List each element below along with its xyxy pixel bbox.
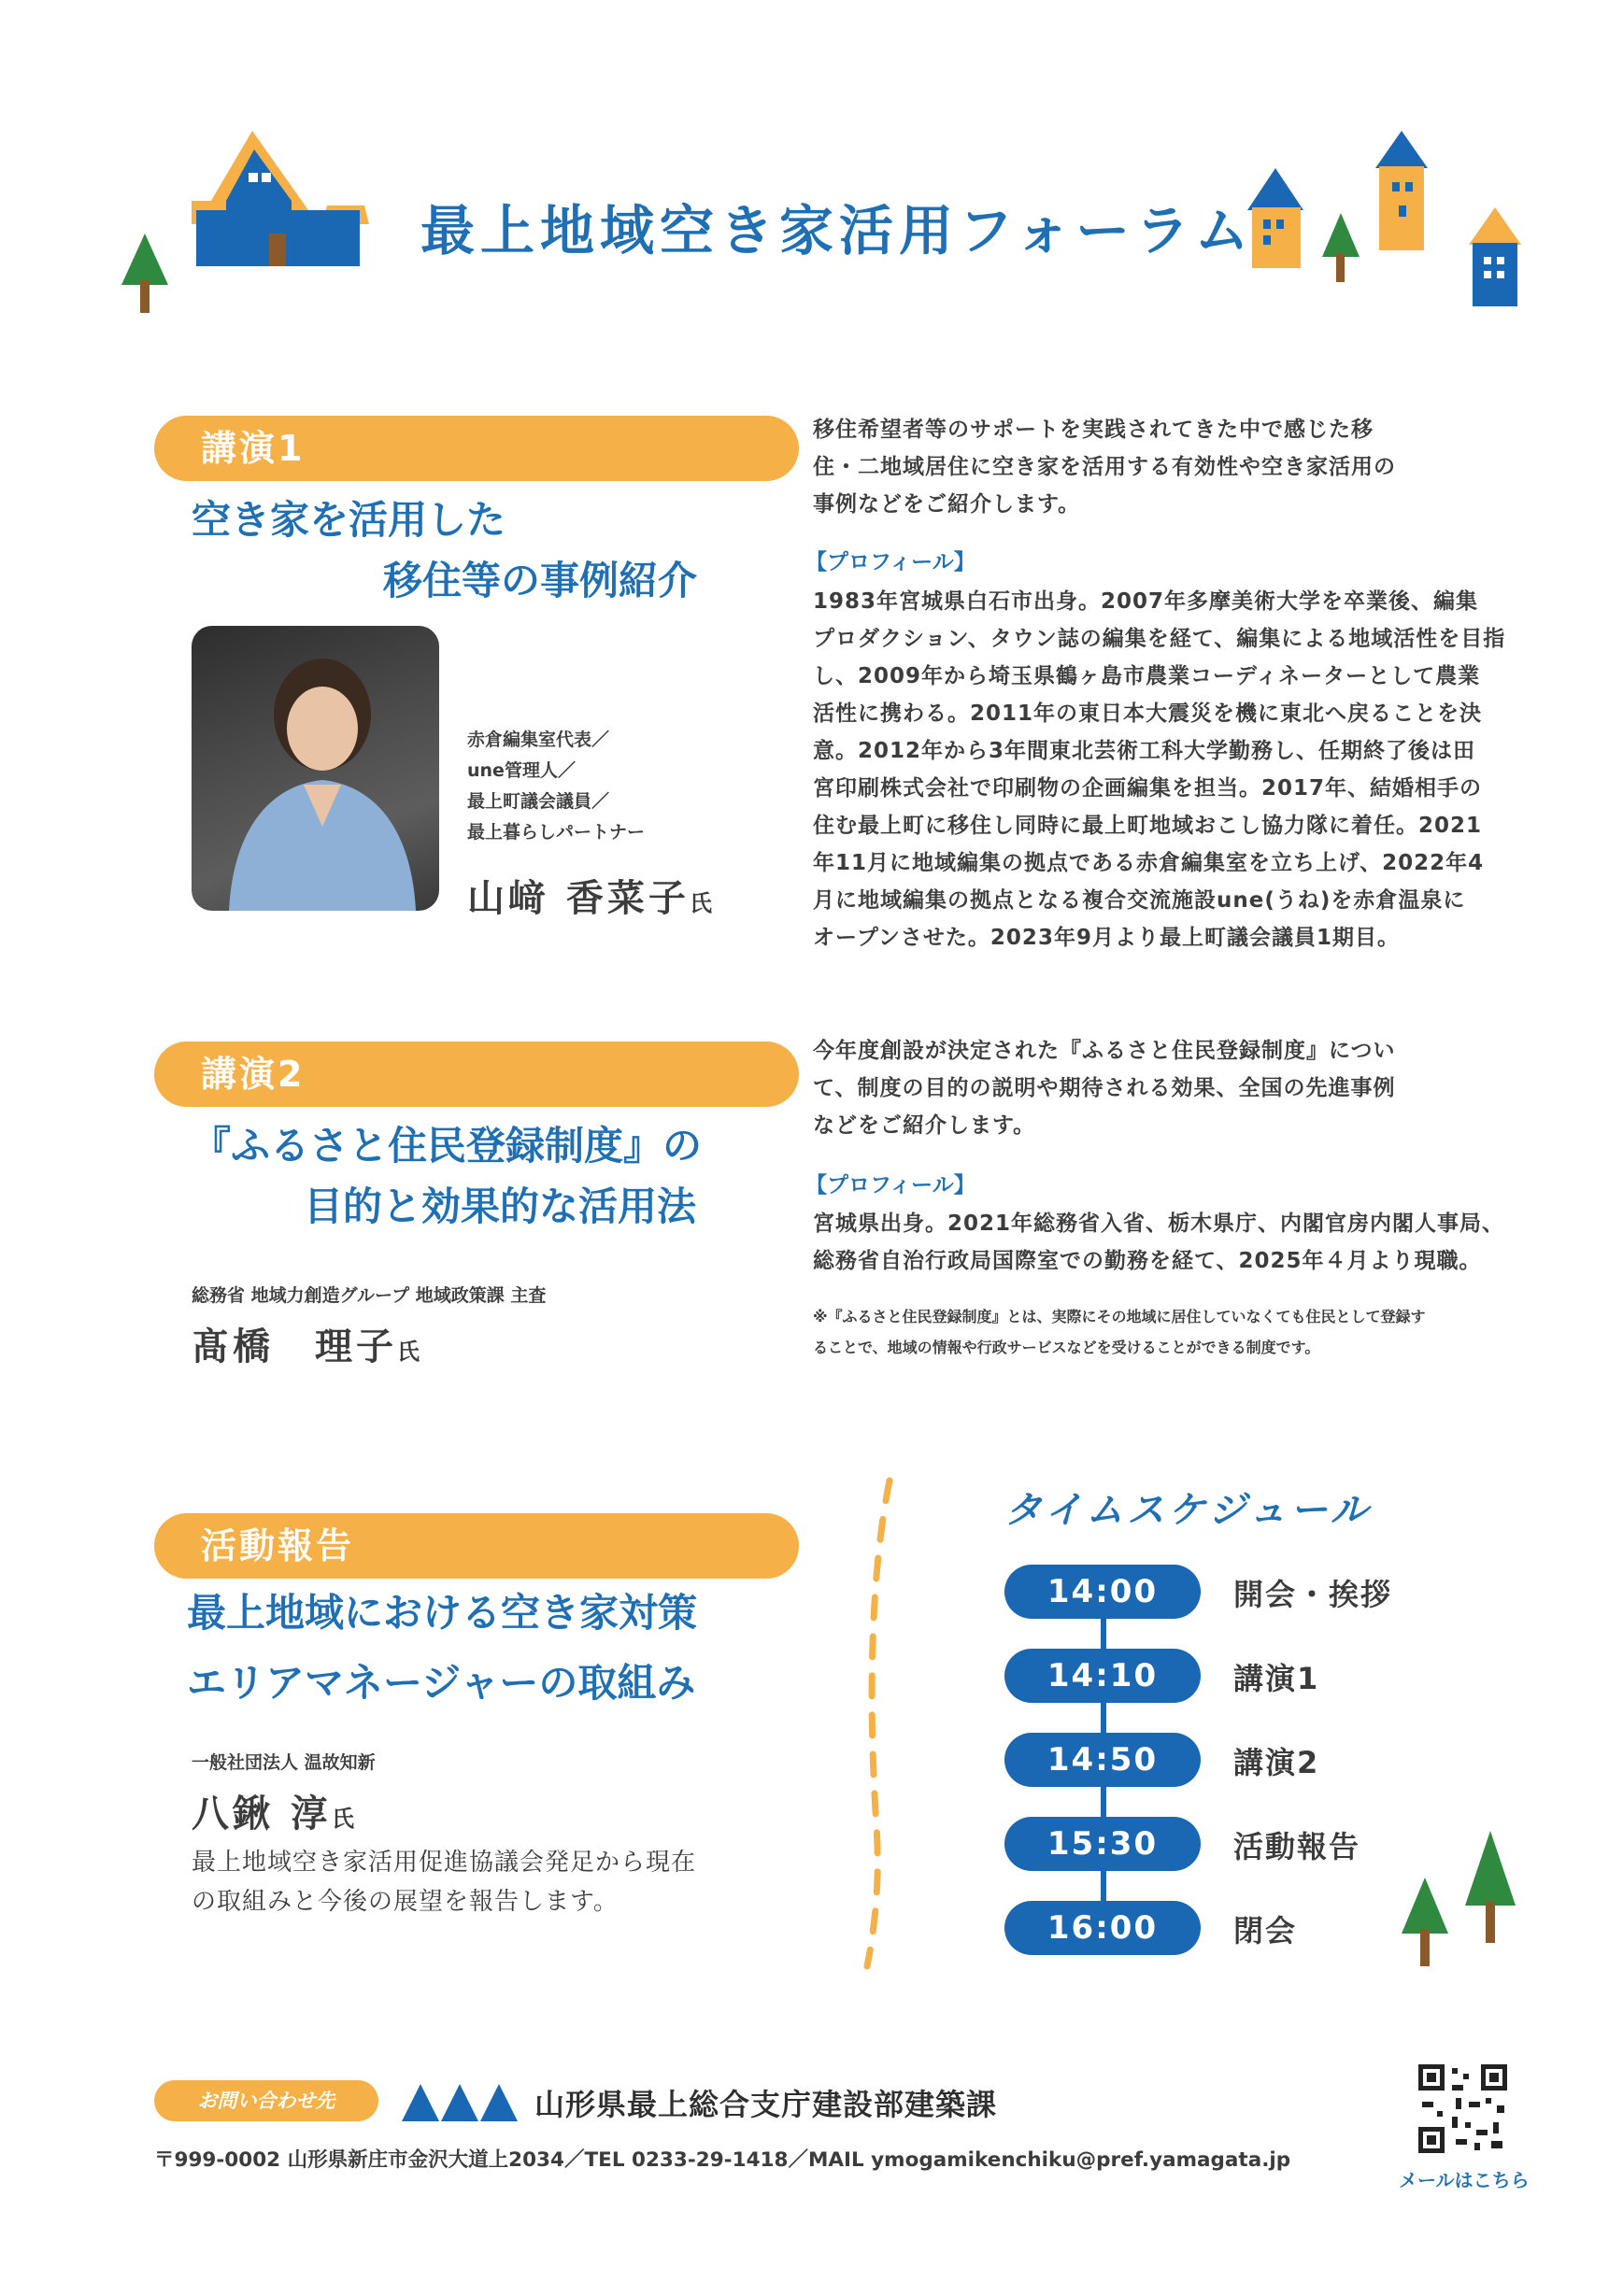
lecture1-title-line2: 移住等の事例紹介 [383,558,698,603]
lecture1-role-3: 最上町議会議員／ [467,791,610,812]
honorific: 氏 [331,1806,354,1832]
desc-line: 最上地域空き家活用促進協議会発足から現在 [192,1849,697,1877]
lecture1-title-line1: 空き家を活用した [192,497,506,543]
schedule-label: 活動報告 [1233,1829,1361,1864]
schedule-label: 講演2 [1233,1745,1320,1780]
note-line: ※『ふるさと住民登録制度』とは、実際にその地域に居住していなくても住民として登録す [813,1308,1426,1325]
speaker-name-text: 髙橋 理子 [192,1325,397,1368]
profile-line: し、2009年から埼玉県鶴ヶ島市農業コーディネーターとして農業 [813,664,1481,688]
honorific: 氏 [689,890,712,916]
contact-address: 〒999-0002 山形県新庄市金沢大道上2034／TEL 0233-29-1418／MAIL ymogamikenchiku@pref.yamagata.jp [154,2148,1291,2172]
intro-line: 移住希望者等のサポートを実践されてきた中で感じた移 [813,418,1374,442]
profile-line: プロダクション、タウン誌の編集を経て、編集による地域活性を目指 [813,627,1506,651]
note-line: ることで、地域の情報や行政サービスなどを受けることができる制度です。 [813,1339,1320,1356]
lecture2-profile [813,1205,1579,1280]
lecture2-intro [813,1032,1560,1144]
intro-line: 事例などをご紹介します。 [813,492,1081,517]
lecture2-profile-label: 【プロフィール】 [805,1173,975,1198]
house-icon [192,131,369,266]
lecture1-profile [813,583,1579,957]
intro-line: 今年度創設が決定された『ふるさと住民登録制度』につい [813,1039,1396,1063]
lecture2-note [813,1301,1579,1363]
report-pill: 活動報告 [154,1513,799,1579]
contact-badge: お問い合わせ先 [154,2080,378,2121]
lecture1-intro [813,411,1560,523]
profile-line: 月に地域編集の拠点となる複合交流施設une(うね)を赤倉温泉に [813,888,1466,913]
lecture2-speaker-name [192,1317,420,1370]
profile-line: 総務省自治行政局国際室での勤務を経て、2025年４月より現職。 [813,1249,1482,1273]
profile-line: 意。2012年から3年間東北芸術工科大学勤務し、任期終了後は田 [813,739,1476,763]
house-icon [1469,207,1521,306]
intro-line: 住・二地域居住に空き家を活用する有効性や空き家活用の [813,455,1396,479]
house-icon [1375,131,1428,250]
profile-line: 宮城県出身。2021年総務省入省、栃木県庁、内閣官房内閣人事局、 [813,1212,1505,1236]
schedule-label: 講演1 [1233,1661,1320,1696]
schedule-time: 15:30 [1004,1817,1201,1871]
honorific: 氏 [397,1339,420,1365]
profile-line: オープンさせた。2023年9月より最上町議会議員1期目。 [813,926,1400,950]
dashed-divider [841,1471,916,1976]
org-logo-icon [402,2080,519,2121]
report-title-line2: エリアマネージャーの取組み [187,1660,696,1706]
page-title: 最上地域空き家活用フォーラム [420,199,1255,262]
tree-icon [1402,1878,1448,1966]
lecture1-speaker-name [467,869,712,922]
speaker-photo [192,626,439,911]
tree-icon [1465,1831,1516,1943]
lecture1-role-4: 最上暮らしパートナー [467,822,646,843]
header-illustration [0,0,1623,336]
lecture2-title-line2: 目的と効果的な活用法 [304,1183,697,1229]
profile-line: 活性に携わる。2011年の東日本大震災を機に東北へ戻ることを決 [813,702,1483,726]
desc-line: の取組みと今後の展望を報告します。 [192,1888,619,1916]
house-icon [1247,168,1303,268]
schedule-time: 14:50 [1004,1733,1201,1787]
schedule-label: 閉会 [1233,1913,1298,1949]
qr-caption: メールはこちら [1399,2169,1530,2191]
lecture1-pill: 講演1 [154,416,799,481]
lecture1-role-2: une管理人／ [467,760,576,781]
schedule-title: タイムスケジュール [1004,1489,1372,1532]
speaker-name-text: 山﨑 香菜子 [467,877,690,920]
speaker-name-text: 八鍬 淳 [192,1793,332,1835]
lecture1-profile-label: 【プロフィール】 [805,550,975,574]
lecture1-role-1: 赤倉編集室代表／ [467,730,610,750]
lecture2-affiliation: 総務省 地域力創造グループ 地域政策課 主査 [192,1285,547,1306]
schedule-time: 16:00 [1004,1901,1201,1955]
lecture2-pill: 講演2 [154,1042,799,1107]
trees-illustration [1383,1821,1532,1990]
profile-line: 宮印刷株式会社で印刷物の企画編集を担当。2017年、結婚相手の [813,776,1483,801]
schedule-time: 14:10 [1004,1649,1201,1703]
tree-icon [121,234,168,313]
report-description [192,1843,771,1921]
profile-line: 1983年宮城県白石市出身。2007年多摩美術大学を卒業後、編集 [813,589,1479,614]
report-title-line1: 最上地域における空き家対策 [187,1590,698,1636]
schedule-label: 開会・挨拶 [1233,1577,1393,1612]
profile-line: 住む最上町に移住し同時に最上町地域おこし協力隊に着任。2021 [813,814,1483,838]
lecture2-title-line1: 『ふるさと住民登録制度』の [192,1123,703,1169]
tree-icon [1322,213,1360,282]
report-affiliation: 一般社団法人 温故知新 [192,1752,376,1773]
profile-line: 年11月に地域編集の拠点である赤倉編集室を立ち上げ、2022年4 [813,851,1485,875]
intro-line: て、制度の目的の説明や期待される効果、全国の先進事例 [813,1076,1396,1100]
schedule-time: 14:00 [1004,1565,1201,1619]
intro-line: などをご紹介します。 [813,1113,1036,1138]
qr-code-icon[interactable] [1418,2064,1507,2153]
report-speaker-name [192,1784,354,1837]
org-name: 山形県最上総合支庁建設部建築課 [534,2087,998,2122]
